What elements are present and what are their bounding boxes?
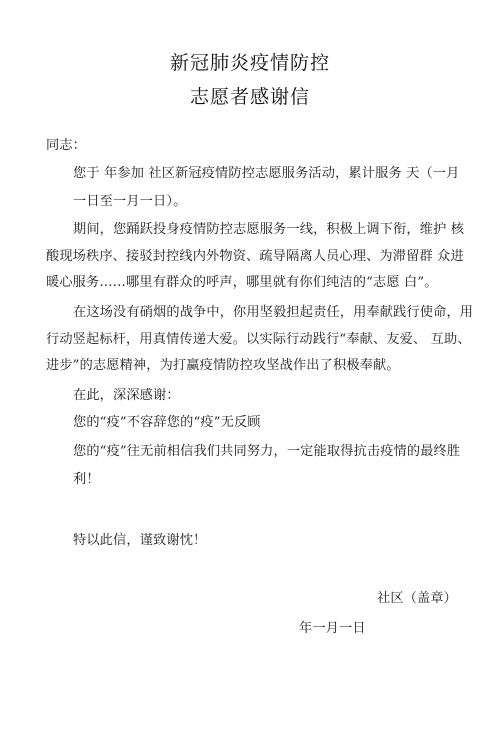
- paragraph-1-line-1: 您于 年参加 社区新冠疫情防控志愿服务活动，累计服务 天（一月: [73, 166, 460, 181]
- closing-line: 特以此信，谨致谢忱！: [73, 533, 207, 548]
- signature-date: 年一月一日: [299, 621, 366, 636]
- paragraph-2-line-3: 暖心服务……哪里有群众的呼声，哪里就有你们纯洁的“志愿 白”。: [46, 275, 438, 290]
- letter-title-line-1: 新冠肺炎疫情防控: [169, 52, 330, 74]
- salutation: 同志：: [46, 138, 87, 153]
- paragraph-3-line-2: 行动竖起标杆，用真情传递大爱。以实际行动践行“奉献、友爱、 互助、: [46, 332, 471, 347]
- paragraph-2-line-2: 酸现场秩序、接驳封控线内外物资、疏导隔离人员心理、为滞留群 众进: [46, 249, 464, 264]
- letter-title-line-2: 志愿者感谢信: [189, 86, 310, 108]
- paragraph-6-line-1: 您的“疫”往无前相信我们共同努力，一定能取得抗击疫情的最终胜: [73, 444, 461, 459]
- signature-organization: 社区（盖章）: [377, 591, 458, 606]
- paragraph-4-line-1: 在此，深深感谢：: [73, 388, 180, 403]
- paragraph-2-line-1: 期间，您踊跃投身疫情防控志愿服务一线，积极上调下衔，维护 核: [73, 222, 465, 237]
- paragraph-5-line-1: 您的“疫”不容辞您的“疫”无反顾: [73, 415, 261, 430]
- paragraph-3-line-3: 进步”的志愿精神，为打赢疫情防控攻坚战作出了积极奉献。: [46, 358, 400, 373]
- paragraph-3-line-1: 在这场没有硝烟的战争中，你用坚毅担起责任，用奉献践行使命，用: [73, 305, 474, 320]
- paragraph-1-line-2: 一日至一月一日）。: [73, 194, 187, 209]
- paragraph-6-line-2: 利！: [73, 472, 100, 487]
